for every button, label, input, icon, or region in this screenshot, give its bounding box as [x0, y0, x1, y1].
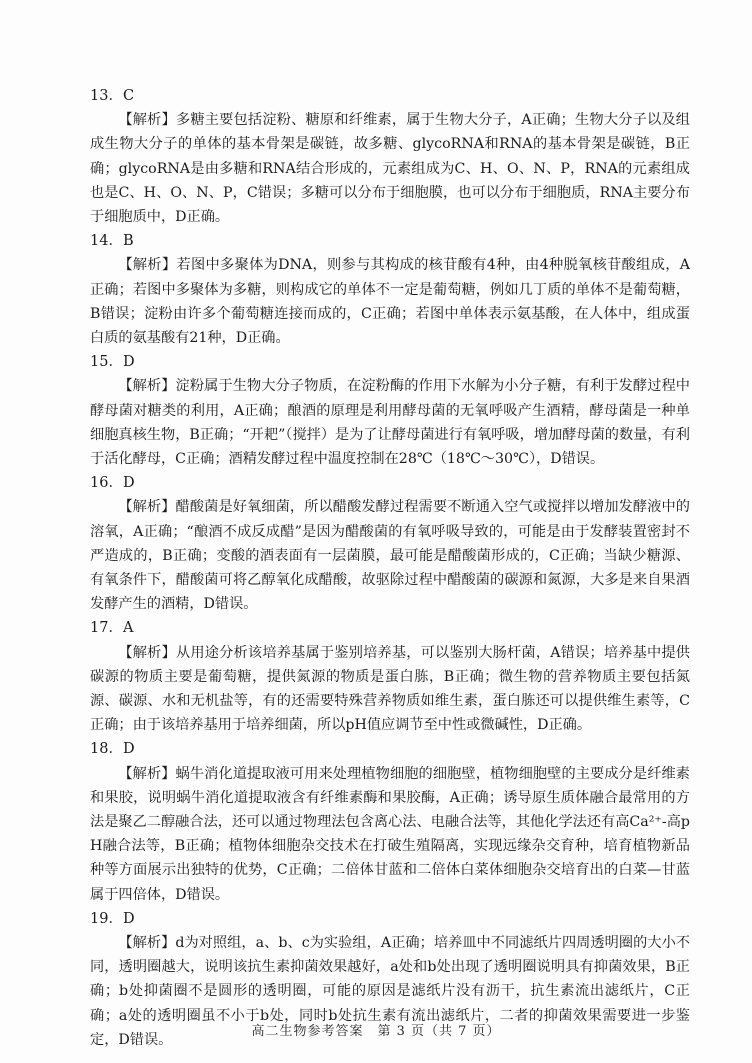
question-analysis: 【解析】多糖主要包括淀粉、糖原和纤维素，属于生物大分子，A正确；生物大分子以及组成生物大分子的单体的基本骨架是碳链，故多糖、glycoRNA和RNA的基本骨架是碳链，B正确；glycoRNA是由多糖和RNA结合形成的，元素组成为C、H、O、N、P，RNA的元素组成也是C、H、O、N、P，C错误；多糖可以分布于细胞膜，也可以分布于细胞质，RNA主要分布于细胞质中，D正确。 — [90, 112, 690, 225]
question-number: 18．D — [90, 741, 135, 758]
question-analysis: 【解析】d为对照组，a、b、c为实验组，A正确；培养皿中不同滤纸片四周透明圈的大小不同，透明圈越大，说明该抗生素抑菌效果越好，a处和b处出现了透明圈说明具有抑菌效果，B正确；b处抑菌圈不是圆形的透明圈，可能的原因是滤纸片没有沥干，抗生素流出滤纸片，C正确；a处的透明圈虽不小于b处，同时b处抗生素有流出滤纸片，二者的抑菌效果需要进一步鉴定，D错误。 — [90, 935, 690, 1048]
question-13 — [90, 84, 690, 229]
question-17 — [90, 616, 690, 737]
question-number: 19．D — [90, 910, 135, 927]
question-number: 16．D — [90, 475, 135, 492]
question-analysis: 【解析】淀粉属于生物大分子物质，在淀粉酶的作用下水解为小分子糖，有利于发酵过程中酵母菌对糖类的利用，A正确；酿酒的原理是利用酵母菌的无氧呼吸产生酒精，酵母菌是一种单细胞真核生物，B正确；“开耙”（搅拌）是为了让酵母菌进行有氧呼吸，增加酵母菌的数量，有利于活化酵母，C正确；酒精发酵过程中温度控制在28℃（18℃～30℃），D错误。 — [90, 378, 690, 467]
question-16 — [90, 471, 690, 616]
question-analysis: 【解析】醋酸菌是好氧细菌，所以醋酸发酵过程需要不断通入空气或搅拌以增加发酵液中的溶氧，A正确；“酿酒不成反成醋”是因为醋酸菌的有氧呼吸导致的，可能是由于发酵装置密封不严造成的，B正确；变酸的酒表面有一层菌膜，最可能是醋酸菌形成的，C正确；当缺少糖源、有氧条件下，醋酸菌可将乙醇氧化成醋酸，故驱除过程中醋酸菌的碳源和氮源，大多是来自果酒发酵产生的酒精，D错误。 — [90, 499, 690, 613]
question-15 — [90, 350, 690, 471]
page-footer: 高二生物参考答案 第 3 页（共 7 页） — [251, 1024, 501, 1039]
answer-content — [90, 84, 690, 1052]
question-analysis: 【解析】蜗牛消化道提取液可用来处理植物细胞的细胞壁，植物细胞壁的主要成分是纤维素和果胶，说明蜗牛消化道提取液含有纤维素酶和果胶酶，A正确；诱导原生质体融合最常用的方法是聚乙二醇融合法，还可以通过物理法包含离心法、电融合法等，其他化学法还有高Ca²⁺-高pH融合法等，B正确；植物体细胞杂交技术在打破生殖隔离，实现远缘杂交育种，培育植物新品种等方面展示出独特的优势，C正确；二倍体甘蓝和二倍体白菜体细胞杂交培育出的白菜—甘蓝属于四倍体，D错误。 — [90, 765, 690, 903]
question-number: 14．B — [90, 233, 134, 250]
question-number: 17．A — [90, 620, 134, 637]
question-number: 13．C — [90, 88, 135, 104]
question-number: 15．D — [90, 354, 135, 371]
question-14 — [90, 229, 690, 350]
question-analysis: 【解析】若图中多聚体为DNA，则参与其构成的核苷酸有4种，由4种脱氧核苷酸组成，A正确；若图中多聚体为多糖，则构成它的单体不一定是葡萄糖，例如几丁质的单体不是葡萄糖，B错误；淀粉由许多个葡萄糖连接而成的，C正确；若图中单体表示氨基酸，在人体中，组成蛋白质的氨基酸有21种，D正确。 — [90, 257, 690, 346]
question-analysis: 【解析】从用途分析该培养基属于鉴别培养基，可以鉴别大肠杆菌，A错误；培养基中提供碳源的物质主要是葡萄糖，提供氮源的物质是蛋白胨，B正确；微生物的营养物质主要包括氮源、碳源、水和无机盐等，有的还需要特殊营养物质如维生素，蛋白胨还可以提供维生素等，C正确；由于该培养基用于培养细菌，所以pH值应调节至中性或微碱性，D正确。 — [90, 644, 690, 734]
question-18 — [90, 737, 690, 906]
